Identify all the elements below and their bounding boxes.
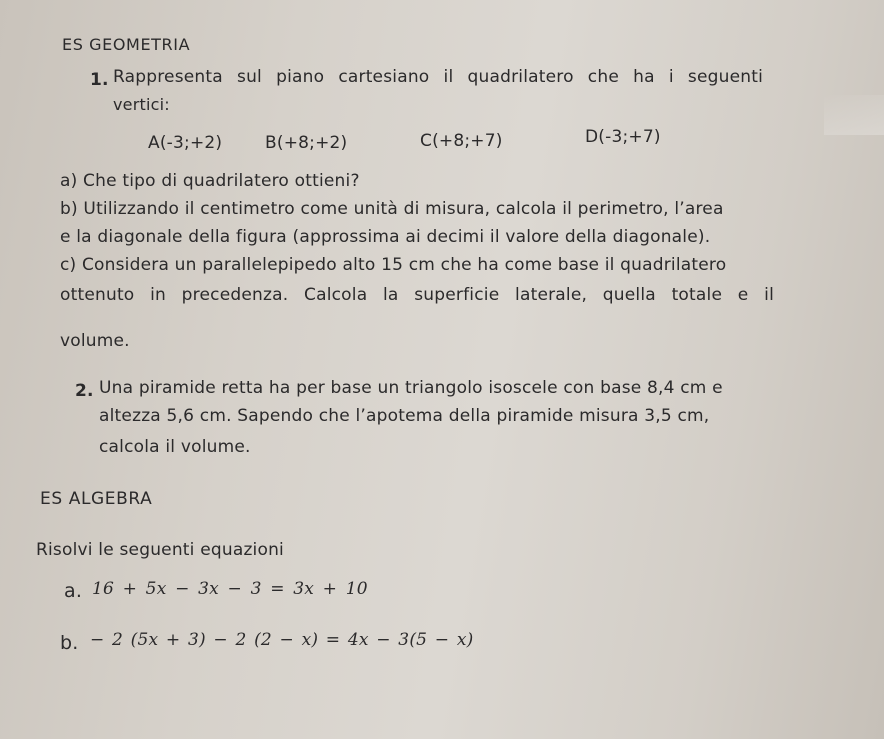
exercise-2-line-2: altezza 5,6 cm. Sapendo che l’apotema della piramide misura 3,5 cm, bbox=[99, 406, 710, 426]
exercise-2-line-1: Una piramide retta ha per base un triangolo isoscele con base 8,4 cm e bbox=[99, 378, 723, 398]
vertex-c: C(+8;+7) bbox=[420, 131, 503, 151]
exercise-1-question-c-line-1: c) Considera un parallelepipedo alto 15 cm che ha come base il quadrilatero bbox=[60, 255, 727, 275]
exercise-2-number: 2. bbox=[75, 381, 94, 401]
algebra-heading: ES ALGEBRA bbox=[40, 489, 153, 509]
exercise-1-question-a: a) Che tipo di quadrilatero ottieni? bbox=[60, 171, 360, 191]
geometry-heading: ES GEOMETRIA bbox=[62, 35, 191, 54]
exercise-1-line-1: Rappresenta sul piano cartesiano il quadrilatero che ha i seguenti bbox=[113, 67, 763, 87]
exercise-1-number: 1. bbox=[90, 70, 109, 90]
exercise-1-question-c-line-2: ottenuto in precedenza. Calcola la superficie laterale, quella totale e il bbox=[60, 285, 774, 305]
equation-b: − 2 (5x + 3) − 2 (2 − x) = 4x − 3(5 − x) bbox=[90, 630, 474, 650]
algebra-instruction: Risolvi le seguenti equazioni bbox=[36, 540, 284, 560]
exercise-1-line-2: vertici: bbox=[113, 95, 170, 114]
exercise-1-question-b-line-2: e la diagonale della figura (approssima ai decimi il valore della diagonale). bbox=[60, 227, 711, 247]
paper-fold-shadow bbox=[824, 95, 884, 135]
vertex-a: A(-3;+2) bbox=[148, 133, 223, 153]
equation-b-label: b. bbox=[60, 632, 79, 654]
exercise-1-question-c-line-3: volume. bbox=[60, 331, 130, 351]
equation-a: 16 + 5x − 3x − 3 = 3x + 10 bbox=[92, 579, 368, 599]
vertex-d: D(-3;+7) bbox=[585, 127, 661, 147]
exercise-1-question-b-line-1: b) Utilizzando il centimetro come unità di misura, calcola il perimetro, l’area bbox=[60, 199, 724, 219]
vertex-b: B(+8;+2) bbox=[265, 133, 348, 153]
exercise-2-line-3: calcola il volume. bbox=[99, 437, 251, 457]
equation-a-label: a. bbox=[64, 580, 83, 602]
